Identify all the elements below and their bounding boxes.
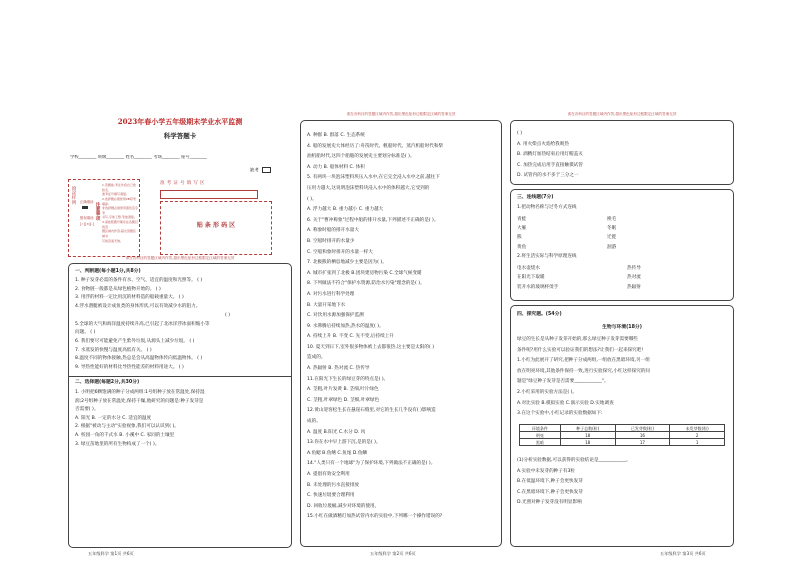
question-line: B. 空船时排开的水量少 [307, 238, 355, 244]
question-line: A. 温度 B.阳光 C.水分 D. 风 [307, 429, 366, 435]
judge-q: 问题。 ( ) [75, 330, 96, 336]
matching-region [510, 189, 734, 301]
question-line: 12.黄山迎客松生长在悬崖石缝里,对它的生长几乎没有( )影响造 [307, 408, 436, 414]
exam-number-label: 准 考 证 号 填 写 区 [160, 181, 205, 186]
question-line: 15.小红在做酒精灯加热试管内水的实验中,下列哪一个操作错误的? [307, 514, 443, 520]
table-row [520, 439, 725, 446]
section-divider [69, 376, 291, 377]
question-line: 8. 下列做法不符合"保护水资源,防治水污染"理念的是( )。 [307, 281, 425, 287]
question-line: 5. 有两块一块泡沫塑料块压入水中,在它完全浸入水中之前,越往下 [307, 175, 440, 181]
question-line: B. 大量开采地下水 [307, 302, 346, 308]
exam-number-area [144, 179, 290, 255]
table-row [520, 432, 725, 439]
page-footer: 五年级科学 第2页 共6页 [370, 550, 416, 556]
germination-table [519, 424, 725, 446]
judge-q: 1. 种子发芽必需的条件有水、空气、适宜的温度和光照等。 ( ) [75, 278, 203, 283]
note-line: 非选择题必须使用黑色签字笔 [102, 206, 139, 215]
life-item: 电水壶烧水 [517, 266, 540, 271]
conclusion-line: B.在低温环境下,种子会更快发芽 [517, 479, 583, 485]
table-header-row [520, 425, 725, 432]
choice-section-title: 二、选择题(每题2分,共30分) [75, 380, 140, 385]
region-warning: 请在各科目的答题区域内作答,超出黑色矩形边框限定区域的答案无效 [125, 256, 235, 260]
question-line: C. 对饮用水源加强保护监测 [307, 313, 364, 319]
winter-way-item: 冬眠 [607, 226, 617, 232]
question-line: A. 对污水进行科学处理 [307, 291, 355, 297]
answer-region [300, 112, 502, 547]
choice-q: 1. 小明把6颗饱满的种子分成两组:1号组种子放在常温处,保持湿 [75, 390, 205, 395]
judge-section-title: 一、判断题(每小题1分,共8分) [75, 269, 141, 274]
answer-sheet-page-3 [510, 103, 734, 556]
matching-section-title: 三、连线题(7分) [517, 195, 554, 200]
question-line: D. 试管内的水不多于三分之一 [517, 173, 579, 178]
question-line: A. 城市扩张到了北极 B.团块建房物污染 C.全球气候变暖 [307, 270, 422, 276]
absent-checkbox[interactable] [262, 167, 271, 173]
table-header: 环境条件 [520, 425, 561, 432]
page-footer: 五年级科学 第3页 共6页 [660, 550, 706, 556]
judge-q: 7. 水蒸发的快慢与温度高低有关。 ( ) [75, 347, 152, 353]
table-header: 已发芽数(粒) [615, 425, 670, 432]
judge-q: 8.温度不同的物体接触,热总是会从高温物体传向低温物体。 ( ) [75, 356, 203, 362]
region-warning: 请在各科目的答题区域内作答,超出黑色矩形边框限定区域的答案无效 [567, 112, 677, 116]
question-line: D. 回收垃圾桶,减少对环境的使用。 [307, 503, 380, 509]
exam-title: 2023年春小学五年级期末学业水平监测 [117, 117, 243, 126]
winter-way-list [607, 215, 616, 252]
judge-q: 2. 食物链一般都是从绿色植物开始的。 ( ) [75, 286, 161, 292]
judge-q: 4.浮水潜艇被设计成鱼类的身体形状,可以有效减少水的阻力。 [75, 304, 201, 310]
inquiry-line: 3.在这个实验中,小红记录的实验数据如下: [517, 411, 603, 417]
inquiry-line: 放在明亮环境,其他条件保持一致,进行实验探究,小红这样探究的问 [517, 368, 651, 374]
principle-item: 热辐射 [627, 284, 641, 290]
table-cell: 黑暗 [520, 439, 561, 446]
question-line: 成的。 [307, 419, 321, 425]
animal-item: 大雁 [517, 226, 527, 232]
note-line: 写的答案无效。 [102, 238, 124, 243]
question-line: C. 空船和象时排开的水量一样大 [307, 249, 373, 255]
choice-q: 润;2号组种子放在常温处,保持干燥,他研究的问题是:种子发芽是 [75, 398, 204, 404]
question-line: B. 未处理的污水直接排放 [307, 482, 360, 488]
inquiry-line: A.对比实验 B.模拟实验 C.演示实验 D.实地调查 [517, 400, 614, 406]
question-line: 4. 船的发展史大体经历了:舟筏时代、帆船时代、蒸汽机船时代和柴 [307, 143, 444, 149]
question-line: A. 动力 B. 船体材料 C. 体积 [307, 164, 365, 170]
fill-sample-label: 填涂样例 [71, 186, 76, 205]
animal-item: 青蛙 [517, 217, 527, 222]
table-header: 种子总数(粒) [560, 425, 615, 432]
answer-region-q15 [510, 112, 734, 185]
exam-number-boxes[interactable] [160, 190, 258, 199]
table-cell: 18 [560, 432, 615, 439]
question-line: 6. 关于"曹冲称象"过程中船的排开水量,下列描述不正确的是( )。 [307, 217, 439, 223]
choice-q: A. 阳光 B. 一定的水分 C. 适宜的温度 [75, 415, 152, 421]
question-line: 14."人类只有一个地球"为了保护环境,下列做法不正确的是( )。 [307, 461, 436, 467]
question-line: A. 浮力越大 B. 重力越小 C. 重力越大 [307, 207, 384, 213]
principle-item: 热对流 [627, 275, 641, 281]
question-line: A. 用火柴点火焰给我吸热 [517, 141, 569, 147]
question-line: A. 称象时船的排开水量大 [307, 228, 359, 234]
conclusion-line: D.光照对种子发芽没有明显影响 [517, 500, 582, 506]
table-cell: 明亮 [520, 432, 561, 439]
note-line: 2.选择题必须使用2B铅笔填涂; [102, 196, 136, 206]
table-cell: 17 [615, 439, 670, 446]
sheet-subtitle: 科学答题卡 [163, 132, 197, 140]
note-line: 准考证号填写清楚。 [102, 192, 130, 197]
answer-region [68, 256, 292, 548]
question-line: A. 热辐射 B. 热对流 C. 热传导 [307, 366, 370, 372]
correct-fill-label: 正确填涂 [80, 200, 94, 204]
judge-q: ( ) [225, 312, 231, 318]
choice-q: 2. 根据"被动与主动"实验视象,我们可以认识到( )。 [75, 424, 179, 430]
choice-q: 否需要( )。 [75, 407, 99, 413]
question-line: 13.你在水中早上游下沉,是的是( )。 [307, 440, 381, 446]
notes-text [102, 183, 138, 243]
matching-intro-1: 1.把动物名称与过冬方式连线 [517, 205, 577, 210]
question-line: ( )。 [307, 196, 317, 202]
note-line: 题区域内作答,超出答题区域书 [102, 229, 136, 239]
question-line: 11.在阳光下生长的绿豆芽的特点是( )。 [307, 376, 389, 382]
table-cell: 1 [670, 439, 725, 446]
matching-intro-2: 2.将生活实际与科学原理连线 [517, 254, 577, 259]
instructions-block [68, 179, 140, 257]
question-line: C. 加热完成后用手直接触摸试管 [517, 162, 583, 168]
question-line: ( ) [517, 131, 523, 136]
note-line: 书写,字体工整,笔迹清楚。 [102, 215, 137, 220]
question-line: A.鱼鳃 B.鱼鳍 C.鱼尾 D.鱼鳞 [307, 450, 367, 456]
inquiry-line: 1.小红为此展开了研究,把种子分成两组,一组放在黑暗环境,另一组 [517, 358, 650, 364]
correct-fill-mark [82, 206, 88, 209]
question-line: A. 种群 B. 群落 C. 生态系统 [307, 133, 365, 138]
table-header: 未发芽数(粒) [670, 425, 725, 432]
answer-sheet-page-1 [68, 103, 292, 556]
question-line: 10. 夏天到日下,室外很多物体被上去都很热,这主要是太阳的( ) [307, 344, 434, 350]
barcode-area [160, 201, 272, 255]
inquiry-subtitle: 生物与环境(18分) [602, 325, 642, 330]
inquiry-line: 条件呢?用什么实验可以验证我们的想法?让我们一起来探究吧! [517, 347, 644, 353]
inquiry-line: 绿豆的生长是从种子发芽开始的,那么绿豆种子发芽需要哪些 [517, 337, 638, 342]
inquiry-line: 2.小红采用的实验方法是( )。 [517, 389, 577, 395]
note-line: 1.答题前,考生先将自己的姓名、 [102, 183, 136, 192]
animal-item: 黄鱼 [517, 244, 527, 250]
table-cell: 16 [615, 432, 670, 439]
life-item: 装开水的玻璃杯烫手 [517, 284, 559, 290]
wrong-fill-marks: [✓][×][-] [80, 222, 94, 226]
question-line: 9. 水沸腾后持续加热,热水的温度( )。 [307, 323, 384, 329]
judge-questions [75, 277, 285, 373]
choice-questions [75, 389, 285, 449]
wrong-fill-label: 错误填涂 [80, 216, 94, 220]
absent-text: 缺考 [250, 168, 259, 174]
principle-list [627, 264, 641, 292]
choice-questions-cont [307, 131, 497, 523]
winter-way-item: 迁徙 [607, 235, 617, 241]
winter-way-item: 换毛 [607, 217, 617, 222]
question-line: C. 茎粗,叶翠绿色 D. 茎细,叶翠绿色 [307, 397, 380, 403]
winter-way-item: 洄游 [607, 244, 617, 250]
life-item-list [517, 264, 558, 292]
question-line: C. 快速垃圾要合理利用 [307, 493, 355, 499]
animal-list [517, 215, 526, 252]
question-line: A. 持续上升 B. 不变 C. 先不变,后持续上升 [307, 334, 394, 340]
conclusion-line: C.在黑暗环境下,种子会更快发芽 [517, 489, 583, 495]
answer-sheet-page-2 [300, 103, 502, 556]
notes-label: 注意事项 [95, 202, 100, 221]
life-item: 在阳光下取暖 [517, 275, 545, 281]
region-warning: 请在各科目的答题区域内作答,超出黑色矩形边框限定区域的答案无效 [346, 112, 456, 116]
principle-item: 热传导 [627, 266, 641, 271]
question-line: B. 酒精灯加热结束后用灯帽盖灭 [517, 152, 583, 157]
judge-q: 9. 导热性能好的材料比导热性能差的材料用途大。 ( ) [75, 365, 184, 371]
note-line: 3.请按照题号顺序在各题目的答 [102, 220, 138, 229]
page-footer: 五年级科学 第1页 共6页 [88, 550, 134, 556]
question-line: 压用力越大,这说明泡沫塑料块浸入水中的体积越大,它受到的 [307, 185, 430, 191]
question-line: 造成的。 [307, 355, 326, 361]
absent-label [250, 167, 271, 174]
barcode-label: 贴 条 形 码 区 [196, 222, 236, 229]
question-line: 7. 北极熊的栖息地减少主要是因为( )。 [307, 260, 387, 266]
animal-item: 熊 [517, 235, 522, 241]
inquiry-text [517, 335, 729, 420]
conclusion-line: (1)分析实验数据,可以获得的实验结论是____________。 [517, 458, 631, 463]
choice-q: 3. 绿豆苗地里的所有生物构成了一个( )。 [75, 441, 160, 447]
inquiry-line: 题是"绿豆种子发芽是否需要____________"。 [517, 379, 609, 385]
question-line: A. 提倡有效安全利用 [307, 472, 350, 477]
q15-options [517, 129, 583, 182]
question-line: 油机船时代,这四个船舶的发展史主要划分标准是( )。 [307, 154, 415, 160]
table-cell: 2 [670, 432, 725, 439]
judge-q: 6. 我们要尽可能避免产生紫外垃圾,从源头上减少垃圾。 ( ) [75, 338, 195, 344]
judge-q: 5.全球的大气和海洋温度持续升高,已引起了北冰洋浮冰面积缩小等 [75, 321, 210, 327]
conclusion-text [517, 456, 729, 509]
table-cell: 18 [560, 439, 615, 446]
inquiry-region [510, 305, 734, 547]
judge-q: 3. 用浮的材料一定比用沉的材料造的船载重量大。 ( ) [75, 295, 184, 301]
conclusion-line: A.实验中未发芽的种子有3粒 [517, 468, 575, 474]
inquiry-section-title: 四、探究题。(54分) [517, 312, 562, 317]
student-info-fields: 学校________ 班级________ 姓名________ 考场________ 座号________ [70, 155, 208, 160]
question-line: A. 茎粗,叶片发黄 B. 茎细,叶片绿色 [307, 387, 379, 393]
choice-q: A. 校园一角的千式水 B. 小溪中 C. 家同的土壤里 [75, 432, 175, 438]
